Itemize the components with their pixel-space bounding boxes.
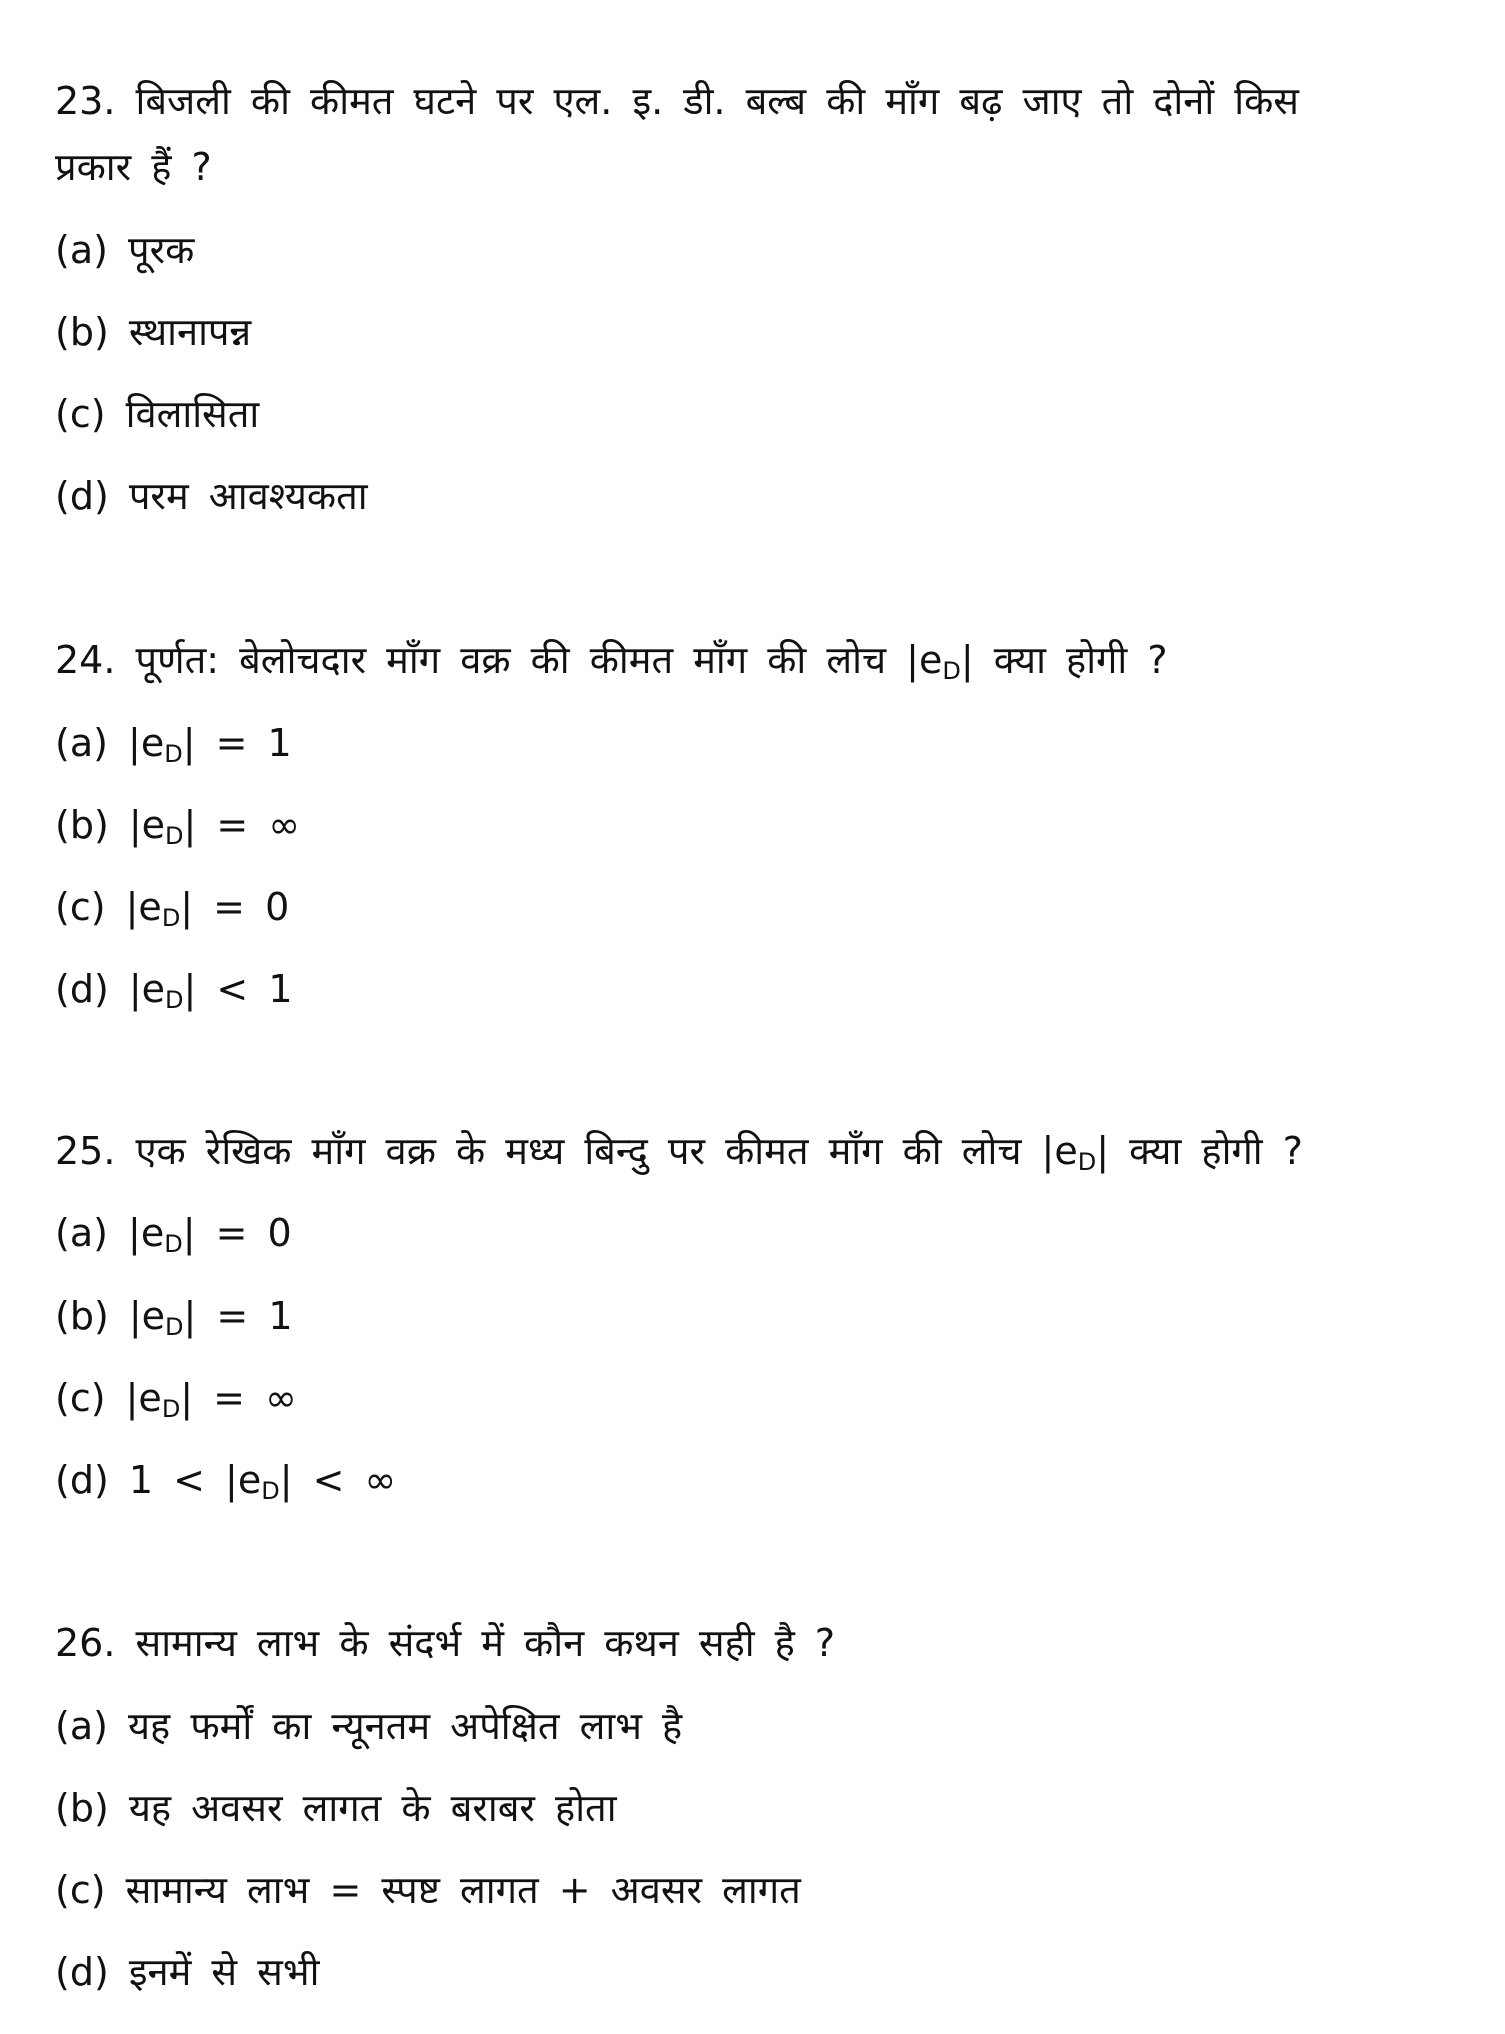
text: (d) इनमें से सभी xyxy=(55,1950,320,1994)
text: (a) पूरक xyxy=(55,228,195,272)
text: (d) |e xyxy=(55,967,166,1011)
text: 24. पूर्णत: बेलोचदार माँग वक्र की कीमत माँग की लोच |e xyxy=(55,638,943,682)
subscript: D xyxy=(942,657,961,685)
subscript: D xyxy=(161,1395,181,1423)
answer-option xyxy=(55,225,194,275)
text: (c) |e xyxy=(55,885,162,929)
text: (b) |e xyxy=(55,803,166,847)
subscript: D xyxy=(161,904,181,932)
question-text xyxy=(55,1618,835,1668)
answer-option xyxy=(55,471,368,521)
answer-option xyxy=(55,1865,801,1915)
subscript: D xyxy=(164,740,183,768)
text: (b) |e xyxy=(55,1294,166,1338)
answer-option xyxy=(55,389,259,439)
text: (a) यह फर्मों का न्यूनतम अपेक्षित लाभ है xyxy=(55,1704,683,1748)
text: | = 0 xyxy=(180,885,290,929)
question-text xyxy=(55,1126,1303,1187)
answer-option xyxy=(55,1701,682,1751)
answer-option xyxy=(55,800,300,861)
subscript: D xyxy=(261,1477,280,1505)
text: (a) |e xyxy=(55,1211,165,1255)
text: (d) 1 < |e xyxy=(55,1458,262,1502)
answer-option xyxy=(55,1783,617,1833)
answer-option xyxy=(55,718,292,779)
text: (c) विलासिता xyxy=(55,392,260,436)
answer-option xyxy=(55,882,289,943)
text: (b) यह अवसर लागत के बराबर होता xyxy=(55,1786,617,1830)
text: | = 1 xyxy=(183,1294,293,1338)
answer-option xyxy=(55,1947,319,1997)
text: 26. सामान्य लाभ के संदर्भ में कौन कथन सही है ? xyxy=(55,1621,836,1665)
question-text xyxy=(55,76,1299,126)
text: (a) |e xyxy=(55,721,165,765)
question-text xyxy=(55,142,212,192)
text: 23. बिजली की कीमत घटने पर एल. इ. डी. बल्ब की माँग बढ़ जाए तो दोनों किस xyxy=(55,79,1299,123)
text: | = 1 xyxy=(182,721,292,765)
text: (b) स्थानापन्न xyxy=(55,310,252,354)
answer-option xyxy=(55,1208,292,1269)
text: | < 1 xyxy=(183,967,293,1011)
answer-option xyxy=(55,964,293,1025)
subscript: D xyxy=(165,822,184,850)
subscript: D xyxy=(165,1313,184,1341)
text: (c) |e xyxy=(55,1376,162,1420)
subscript: D xyxy=(164,1230,183,1258)
text: | क्या होगी ? xyxy=(960,638,1168,682)
subscript: D xyxy=(165,986,184,1014)
text: | = ∞ xyxy=(183,803,300,847)
text: | क्या होगी ? xyxy=(1096,1129,1303,1173)
subscript: D xyxy=(1077,1148,1097,1176)
answer-option xyxy=(55,1455,396,1516)
text: (c) सामान्य लाभ = स्पष्ट लागत + अवसर लागत xyxy=(55,1868,801,1912)
answer-option xyxy=(55,1291,293,1352)
text: प्रकार हैं ? xyxy=(55,145,212,189)
answer-option xyxy=(55,1373,297,1434)
text: (d) परम आवश्यकता xyxy=(55,474,368,518)
text: | = 0 xyxy=(182,1211,292,1255)
text: 25. एक रेखिक माँग वक्र के मध्य बिन्दु पर कीमत माँग की लोच |e xyxy=(55,1129,1078,1173)
text: | < ∞ xyxy=(279,1458,397,1502)
question-text xyxy=(55,635,1168,696)
text: | = ∞ xyxy=(180,1376,297,1420)
answer-option xyxy=(55,307,251,357)
